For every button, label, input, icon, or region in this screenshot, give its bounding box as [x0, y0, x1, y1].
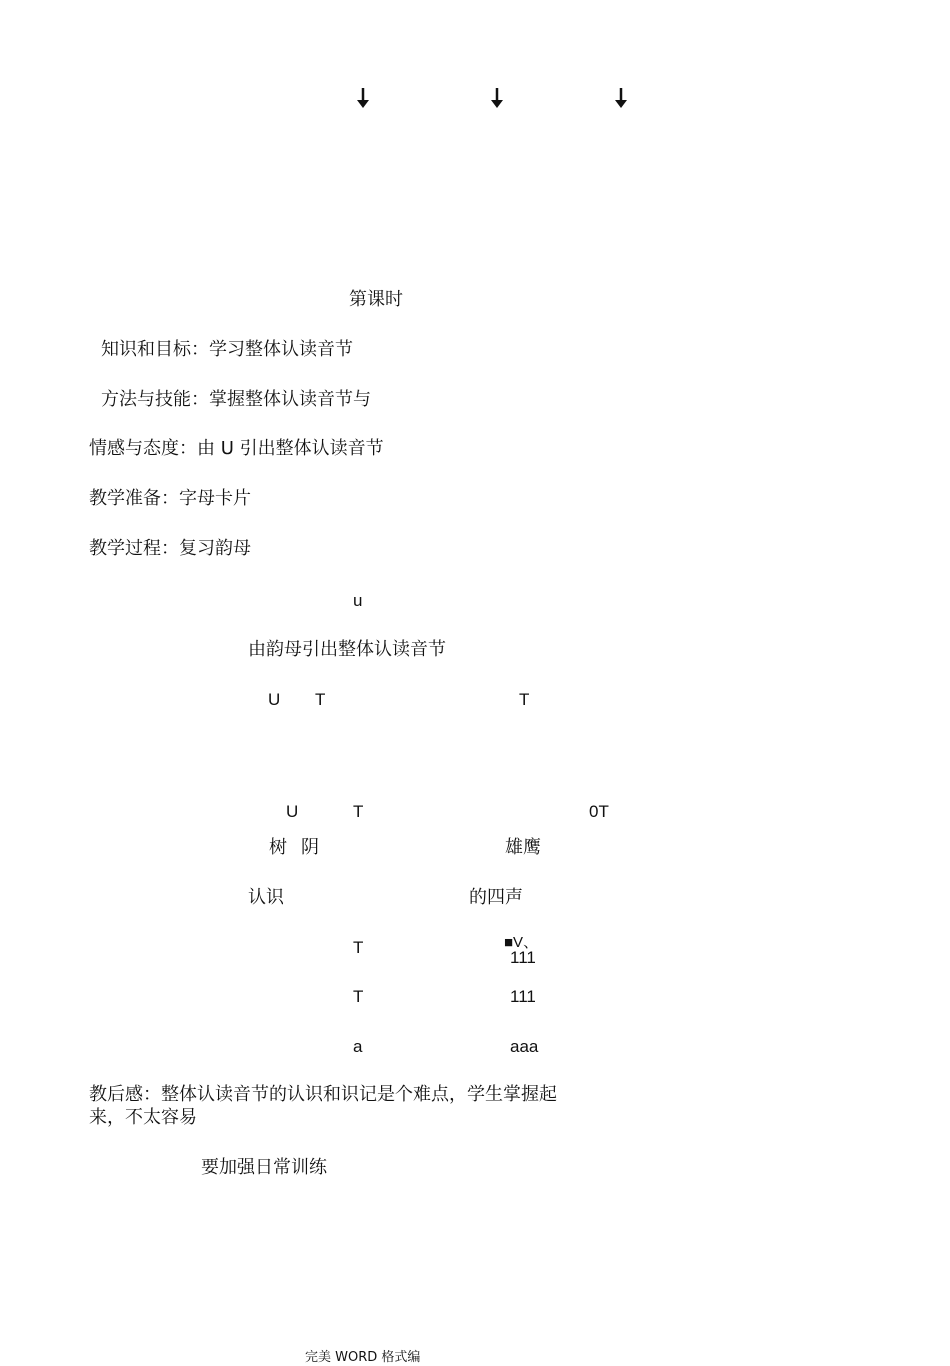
row2-item: 0T	[589, 802, 609, 821]
teaching-process: 教学过程：复习韵母	[89, 538, 251, 559]
reflection-line2: 来，不太容易	[89, 1107, 197, 1128]
footer-text: 完美 WORD 格式编	[305, 1350, 421, 1365]
vowel-u: u	[353, 591, 363, 610]
word-yin: 阴	[301, 837, 319, 858]
four-tones-label: 的四声	[469, 887, 523, 908]
recognize-label: 认识	[248, 887, 284, 908]
down-arrow-icon	[614, 86, 628, 110]
tone-row2-left: T	[353, 987, 364, 1006]
teaching-preparation: 教学准备：字母卡片	[89, 488, 251, 509]
tone-row1-left: T	[353, 938, 364, 957]
word-shu: 树	[269, 837, 287, 858]
tone-row1-right-top: ■V、	[504, 934, 539, 951]
reflection-line1: 教后感：整体认读音节的认识和识记是个难点，学生掌握起	[89, 1084, 557, 1105]
row1-item: U	[268, 690, 281, 709]
tone-row3-right: aaa	[510, 1037, 539, 1056]
down-arrow-icon	[356, 86, 370, 110]
intro-line: 由韵母引出整体认读音节	[248, 639, 446, 660]
lesson-title: 第课时	[349, 289, 403, 310]
row2-item: T	[353, 802, 364, 821]
tone-row3-left: a	[353, 1037, 363, 1056]
tone-row2-right: 111	[510, 987, 536, 1006]
row1-item: T	[315, 690, 326, 709]
method-skill: 方法与技能：掌握整体认读音节与	[101, 389, 371, 410]
reflection-line3: 要加强日常训练	[201, 1157, 327, 1178]
tone-row1-right-bottom: 111	[510, 948, 536, 967]
row2-item: U	[286, 802, 299, 821]
knowledge-goal: 知识和目标：学习整体认读音节	[101, 339, 353, 360]
down-arrow-icon	[490, 86, 504, 110]
emotion-attitude: 情感与态度：由 U 引出整体认读音节	[89, 438, 384, 459]
word-xiongying: 雄鹰	[505, 837, 541, 858]
row1-item: T	[519, 690, 530, 709]
